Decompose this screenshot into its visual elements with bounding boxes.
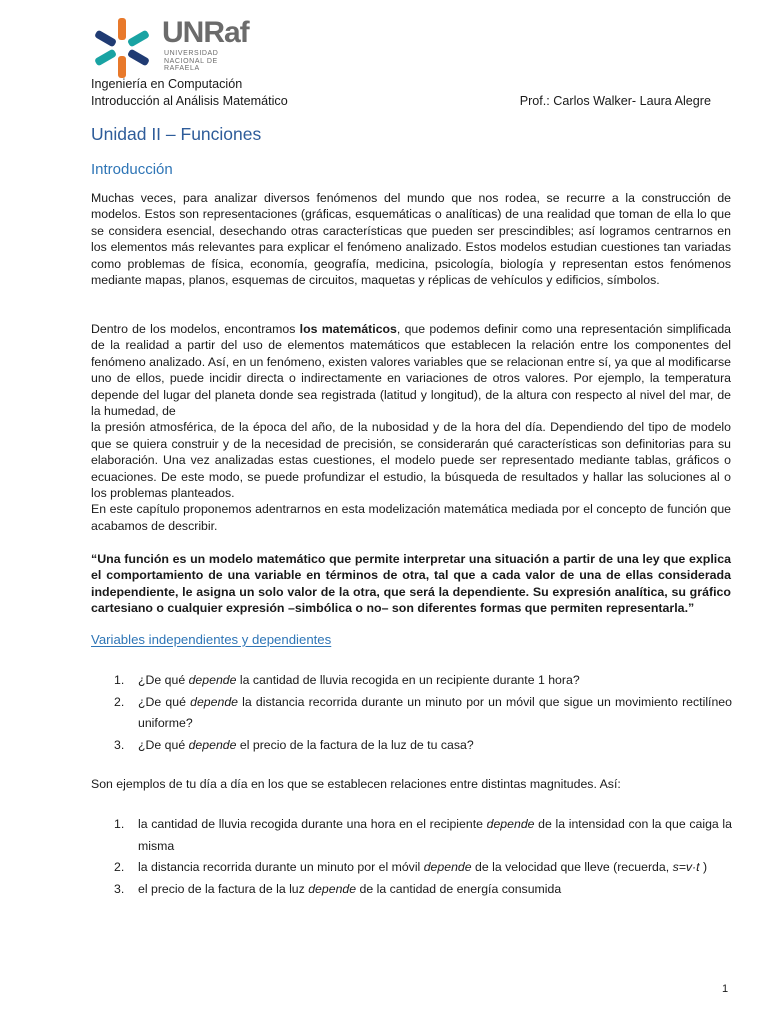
examples-intro: Son ejemplos de tu día a día en los que se establecen relaciones entre distintas magnitudes. Así: bbox=[91, 777, 621, 791]
questions-list bbox=[114, 670, 732, 756]
unit-title: Unidad II – Funciones bbox=[91, 124, 262, 144]
examples-list bbox=[114, 814, 732, 900]
function-definition-quote: “Una función es un modelo matemático que permite interpretar una situación a partir de una ley que explica el comportamiento de una variable en términos de otra, tal que a cada valor de una de ellas considerada independiente, le asigna un solo valor de la otra, que será la dependiente. Su expresión analítica, su gráfico cartesiano o cualquier expresión –simbólica o no– son diferentes formas que permiten representarla.” bbox=[91, 552, 731, 616]
unraf-logo-icon bbox=[90, 16, 154, 80]
list-item: 2. la distancia recorrida durante un minuto por el móvil depende de la velocidad que lleve (recuerda, s=v·t ) bbox=[114, 860, 708, 874]
course-name: Introducción al Análisis Matemático bbox=[91, 93, 288, 108]
section-title: Introducción bbox=[91, 161, 173, 178]
list-item: 1. ¿De qué depende la cantidad de lluvia recogida en un recipiente durante 1 hora? bbox=[114, 673, 580, 687]
career-name: Ingeniería en Computación bbox=[91, 77, 243, 91]
list-item: 2. ¿De qué depende la distancia recorrida durante un minuto por un móvil que sigue un movimiento rectilíneo uniforme? bbox=[114, 694, 732, 730]
list-item: 1. la cantidad de lluvia recogida durante una hora en el recipiente depende de la intensidad con la que caiga la misma bbox=[114, 817, 732, 853]
unraf-logo bbox=[90, 14, 280, 80]
subsection-title: Variables independientes y dependientes bbox=[91, 632, 332, 647]
professors: Prof.: Carlos Walker- Laura Alegre bbox=[519, 93, 711, 108]
logo-wordmark: UNRaf bbox=[162, 16, 249, 49]
logo-subtitle: UNIVERSIDAD NACIONAL DE RAFAELA bbox=[164, 50, 219, 72]
list-item: 3. ¿De qué depende el precio de la factura de la luz de tu casa? bbox=[114, 737, 474, 752]
list-item: 3. el precio de la factura de la luz depende de la cantidad de energía consumida bbox=[114, 881, 562, 896]
paragraph-intro: Muchas veces, para analizar diversos fenómenos del mundo que nos rodea, se recurre a la construcción de modelos. Estos son representaciones (gráficas, esquemáticas o analíticas) de una realidad que toman de ella lo que se considera esencial, desechando otras características que pueden ser prescindibles; así logramos centrarnos en los elementos más relevantes para explicar el fenómeno analizado. Estos modelos estudian cuestiones tan variadas como problemas de física, economía, geografía, medicina, psicología, biología y representan estos fenómenos mediante mapas, planos, esquemas de circuitos, maquetas y réplicas de vehículos y edificios, símbolos. bbox=[91, 191, 731, 288]
page-number: 1 bbox=[722, 983, 729, 995]
document-header bbox=[91, 76, 711, 109]
paragraph-models: Dentro de los modelos, encontramos los matemáticos, que podemos definir como una representación simplificada de la realidad a partir del uso de elementos matemáticos que establecen la relación entre los componentes del fenómeno analizado. Así, en un fenómeno, existen valores variables que se relacionan entre sí, ya que al modificarse uno de ellos, puede incidir directa o indirectamente en variaciones de otros valores. Por ejemplo, la temperatura depende del lugar del planeta donde sea registrada (latitud y longitud), de la altura con respecto al nivel del mar, de la humedad, de la presión atmosférica, de la época del año, de la nubosidad y de la hora del día. Dependiendo del tipo de modelo que se quiera construir y de la necesidad de precisión, se considerarán qué características son definitorias para su elaboración. Una vez analizadas estas cuestiones, el modelo puede ser representado mediante tablas, gráficos o ecuaciones. De este modo, se puede profundizar el estudio, la búsqueda de resultados y hallar las soluciones al o los problemas planteados. En este capítulo proponemos adentrarnos en esta modelización matemática mediada por el concepto de función que acabamos de describir. bbox=[91, 322, 731, 533]
